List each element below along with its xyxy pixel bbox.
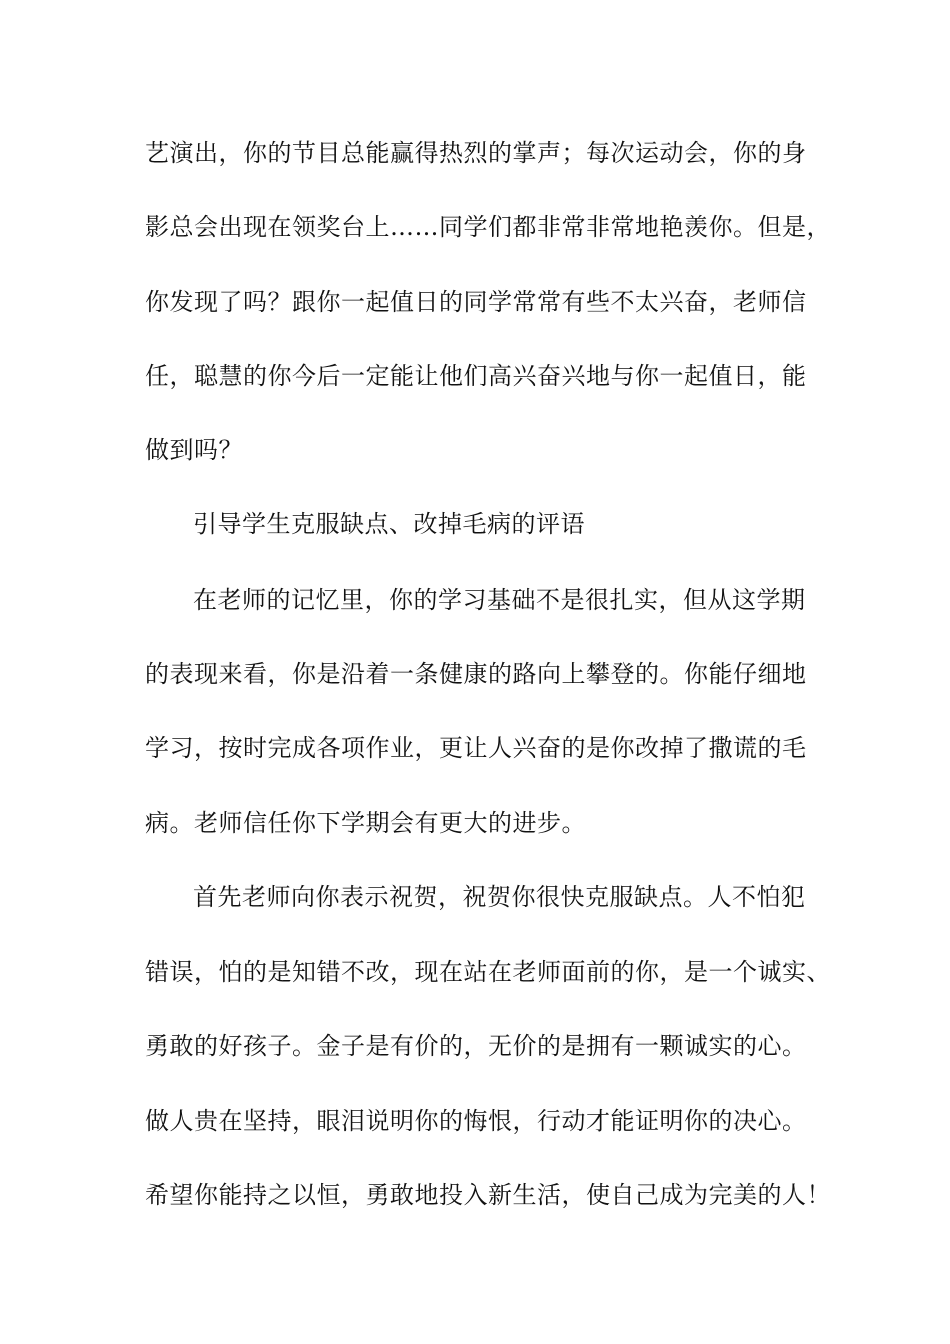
text-line: 勇敢的好孩子。金子是有价的，无价的是拥有一颗诚实的心。 [145,1032,807,1060]
text-line: 错误，怕的是知错不改，现在站在老师面前的你，是一个诚实、 [145,958,831,986]
text-line: 首先老师向你表示祝贺，祝贺你很快克服缺点。人不怕犯 [193,883,806,911]
text-line: 病。老师信任你下学期会有更大的进步。 [145,809,586,837]
text-line: 影总会出现在领奖台上……同学们都非常非常地艳羡你。但是， [145,213,831,241]
text-line: 的表现来看，你是沿着一条健康的路向上攀登的。你能仔细地 [145,660,807,688]
text-line: 希望你能持之以恒，勇敢地投入新生活，使自己成为完美的人！ [145,1181,831,1209]
text-line: 艺演出，你的节目总能赢得热烈的掌声；每次运动会，你的身 [145,139,807,167]
text-line: 在老师的记忆里，你的学习基础不是很扎实，但从这学期 [193,586,806,614]
text-line: 学习，按时完成各项作业，更让人兴奋的是你改掉了撒谎的毛 [145,734,807,762]
text-line: 任，聪慧的你今后一定能让他们高兴奋兴地与你一起值日，能 [145,362,807,390]
text-line: 做人贵在坚持，眼泪说明你的悔恨，行动才能证明你的决心。 [145,1107,807,1135]
section-heading: 引导学生克服缺点、改掉毛病的评语 [193,510,585,538]
text-line: 你发现了吗？跟你一起值日的同学常常有些不太兴奋，老师信 [145,288,807,316]
text-line: 做到吗？ [145,436,243,464]
